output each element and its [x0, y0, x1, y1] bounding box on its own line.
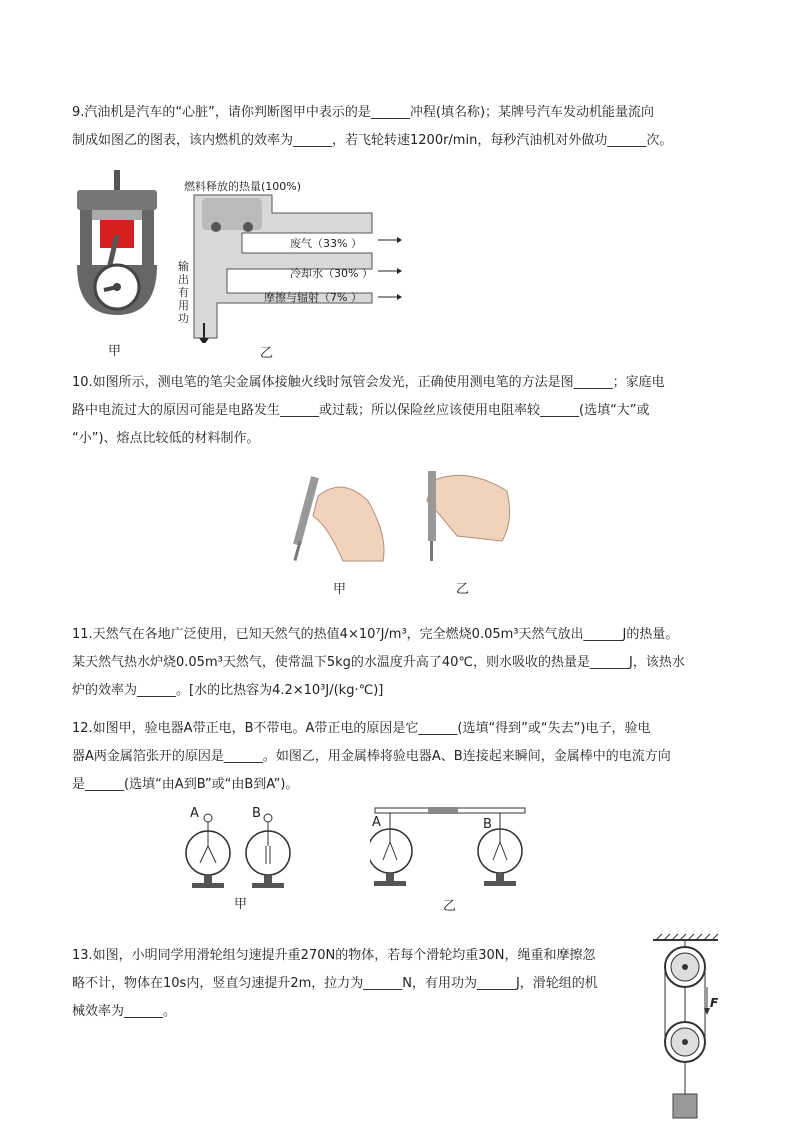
q10-line-2: 路中电流过大的原因可能是电路发生______或过载；所以保险丝应该使用电阻率较______(选填“大”或: [72, 403, 650, 418]
electroscope-a-label-yi: A: [372, 815, 381, 830]
test-pen-hand-jia: [288, 466, 388, 566]
engine-cylinder-figure: [72, 165, 162, 330]
energy-flow-diagram: [178, 178, 412, 338]
q12-line-1: 12.如图甲，验电器A带正电，B不带电。A带正电的原因是它______(选填“得到”或“失去”)电子，验电: [72, 721, 651, 736]
q9-line-2: 制成如图乙的图表，该内燃机的效率为______，若飞轮转速1200r/min，每秒汽油机对外做功______次。: [72, 133, 673, 148]
question-11: [72, 621, 722, 705]
question-9: [72, 99, 722, 155]
force-label: F: [710, 996, 719, 1010]
spark-plug: [114, 170, 120, 190]
electroscopes-yi: [370, 806, 530, 893]
waste-gas-label: 废气（33% ）: [290, 237, 362, 250]
q12-line-2: 器A两金属箔张开的原因是______。如图乙，用金属棒将验电器A、B连接起来瞬间，金属棒中的电流方向: [72, 749, 671, 764]
q12-caption-yi: 乙: [443, 899, 457, 914]
q13-line-2: 略不计，物体在10s内，竖直匀速提升2m，拉力为______N，有用功为______J，滑轮组的机: [72, 976, 598, 991]
friction-label: 摩擦与辐射（7% ）: [264, 291, 362, 304]
electroscope-b-label-jia: B: [252, 806, 261, 821]
q10-caption-yi: 乙: [456, 582, 470, 597]
q11-line-2: 某天然气热水炉烧0.05m³天然气，使常温下5kg的水温度升高了40℃，则水吸收的热量是______J，该热水: [72, 655, 685, 670]
test-pen-hand-yi: [412, 466, 514, 566]
question-10: [72, 369, 722, 453]
q11-line-1: 11.天然气在各地广泛使用，已知天然气的热值4×10⁷J/m³，完全燃烧0.05m³天然气放出______J的热量。: [72, 627, 679, 642]
question-12: [72, 715, 722, 799]
electroscope-b-label-yi: B: [483, 817, 492, 832]
q13-line-1: 13.如图，小明同学用滑轮组匀速提升重270N的物体，若每个滑轮均重30N，绳重和摩擦忽: [72, 948, 596, 963]
q11-line-3: 炉的效率为______。[水的比热容为4.2×10³J/(kg·℃)]: [72, 683, 384, 698]
output-useful-work-label: 输 出 有 用 功: [178, 260, 189, 325]
electroscope-a-label-jia: A: [190, 806, 199, 821]
question-13: [72, 942, 652, 1026]
q10-line-3: “小”)、熔点比较低的材料制作。: [72, 431, 260, 446]
q12-caption-jia: 甲: [234, 897, 248, 912]
q9-caption-yi: 乙: [260, 346, 274, 361]
car-icon: [202, 198, 262, 230]
q10-line-1: 10.如图所示，测电笔的笔尖金属体接触火线时氖管会发光，正确使用测电笔的方法是图______；家庭电: [72, 375, 665, 390]
q13-line-3: 械效率为______。: [72, 1004, 177, 1019]
q9-caption-jia: 甲: [108, 344, 122, 359]
cooling-water-label: 冷却水（30% ）: [290, 267, 373, 280]
pulley-system-figure: [648, 932, 728, 1122]
energy-title: 燃料释放的热量(100%): [184, 180, 302, 193]
q10-caption-jia: 甲: [333, 582, 347, 597]
weight-block: [673, 1094, 697, 1118]
q12-line-3: 是______(选填“由A到B”或“由B到A”)。: [72, 777, 299, 792]
q9-line-1: 9.汽油机是汽车的“心脏”，请你判断图甲中表示的是______冲程(填名称)；某牌号汽车发动机能量流向: [72, 105, 655, 120]
